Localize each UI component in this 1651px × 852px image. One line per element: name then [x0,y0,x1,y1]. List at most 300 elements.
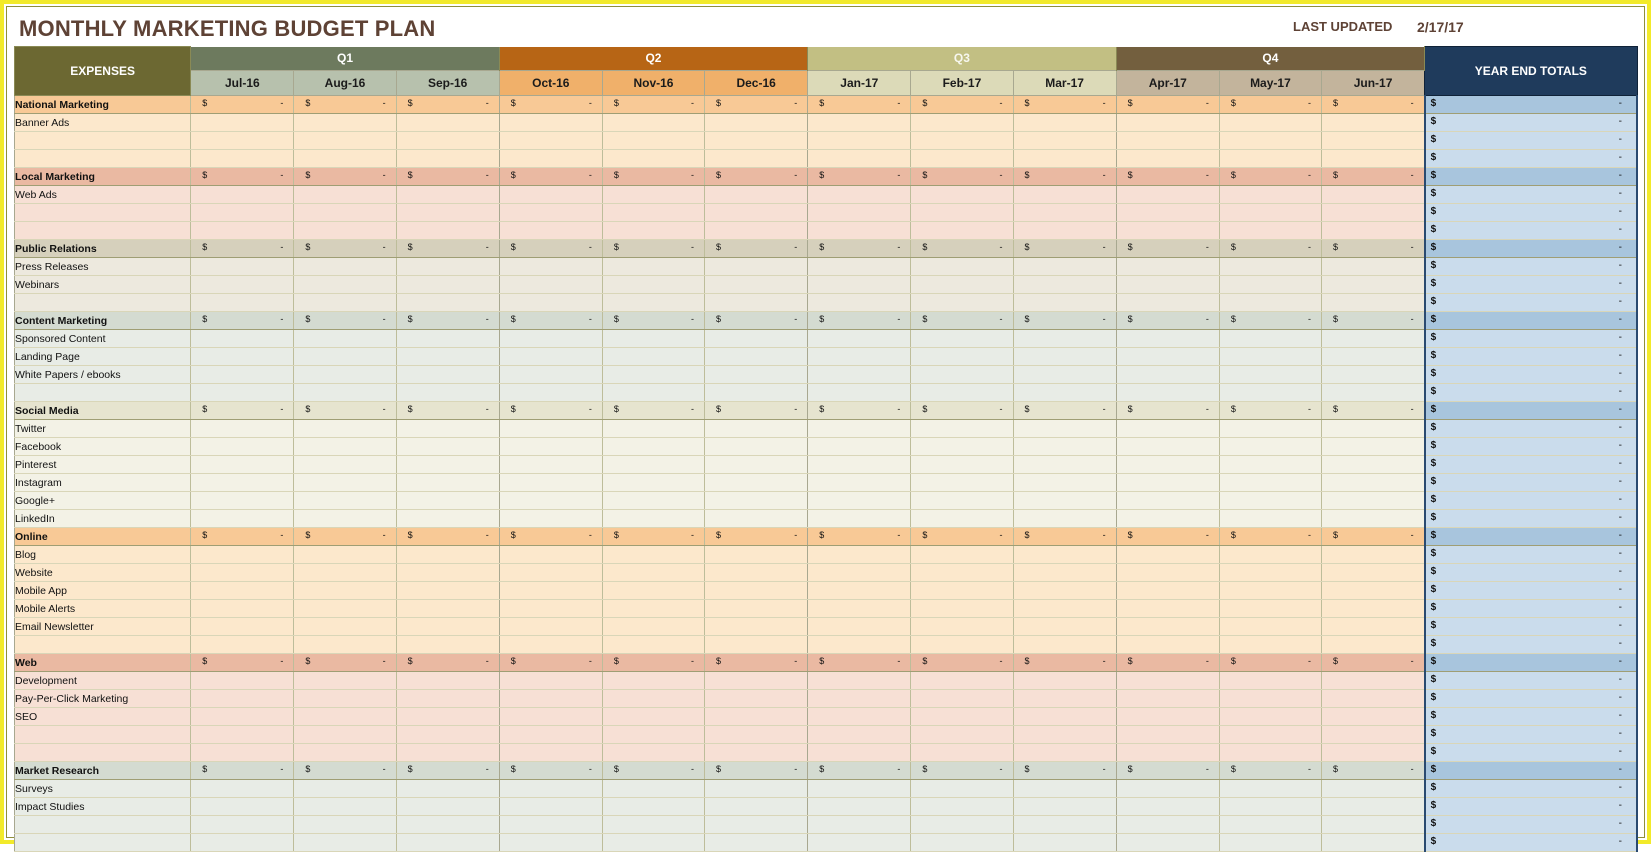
expense-cell[interactable] [1013,708,1116,726]
expense-cell[interactable] [499,438,602,456]
expense-cell[interactable] [911,222,1013,240]
expense-cell[interactable] [294,546,396,564]
expense-cell[interactable] [1321,366,1424,384]
expense-cell[interactable] [808,348,911,366]
expense-cell[interactable] [705,258,808,276]
monthly-total-cell[interactable] [705,96,808,114]
monthly-total-cell[interactable] [705,168,808,186]
monthly-total-cell[interactable] [499,654,602,672]
expense-cell[interactable] [294,582,396,600]
expense-cell[interactable] [1321,492,1424,510]
expense-cell[interactable] [705,492,808,510]
expense-cell[interactable] [1013,330,1116,348]
expense-cell[interactable] [1219,330,1321,348]
year-end-total-cell[interactable] [1425,600,1637,618]
expense-cell[interactable] [602,618,704,636]
expense-cell[interactable] [911,510,1013,528]
expense-cell[interactable] [499,186,602,204]
expense-label[interactable]: Pinterest [15,456,191,474]
expense-cell[interactable] [499,366,602,384]
expense-cell[interactable] [602,222,704,240]
expense-cell[interactable] [191,726,294,744]
monthly-total-cell[interactable] [396,654,499,672]
expense-cell[interactable] [911,780,1013,798]
expense-cell[interactable] [1219,132,1321,150]
expense-cell[interactable] [808,618,911,636]
expense-cell[interactable] [1321,834,1424,852]
expense-cell[interactable] [1219,816,1321,834]
year-end-total-cell[interactable] [1425,474,1637,492]
expense-cell[interactable] [1013,582,1116,600]
expense-cell[interactable] [294,618,396,636]
monthly-total-cell[interactable] [1116,240,1219,258]
monthly-total-cell[interactable] [1013,168,1116,186]
expense-label[interactable]: Mobile Alerts [15,600,191,618]
expense-cell[interactable] [1013,726,1116,744]
expense-cell[interactable] [808,600,911,618]
expense-cell[interactable] [911,618,1013,636]
expense-cell[interactable] [396,780,499,798]
expense-cell[interactable] [191,384,294,402]
expense-cell[interactable] [294,330,396,348]
expenses-header[interactable]: EXPENSES [15,47,191,96]
expense-label[interactable]: Google+ [15,492,191,510]
monthly-total-cell[interactable] [705,312,808,330]
expense-cell[interactable] [396,546,499,564]
month-header-mar-17[interactable]: Mar-17 [1013,71,1116,96]
expense-cell[interactable] [396,636,499,654]
expense-cell[interactable] [1219,708,1321,726]
year-end-total-cell[interactable] [1425,240,1637,258]
expense-cell[interactable] [1116,150,1219,168]
monthly-total-cell[interactable] [1116,762,1219,780]
expense-cell[interactable] [499,600,602,618]
expense-cell[interactable] [705,834,808,852]
quarter-header-q1[interactable]: Q1 [191,47,499,71]
expense-cell[interactable] [1321,204,1424,222]
monthly-total-cell[interactable] [1013,654,1116,672]
expense-label[interactable]: Surveys [15,780,191,798]
expense-cell[interactable] [294,708,396,726]
expense-cell[interactable] [808,456,911,474]
expense-cell[interactable] [294,492,396,510]
expense-cell[interactable] [294,114,396,132]
month-header-nov-16[interactable]: Nov-16 [602,71,704,96]
expense-cell[interactable] [808,474,911,492]
expense-cell[interactable] [1321,330,1424,348]
year-end-total-cell[interactable] [1425,114,1637,132]
monthly-total-cell[interactable] [1116,654,1219,672]
monthly-total-cell[interactable] [1219,312,1321,330]
expense-cell[interactable] [1321,150,1424,168]
monthly-total-cell[interactable] [294,402,396,420]
expense-cell[interactable] [602,582,704,600]
expense-cell[interactable] [294,204,396,222]
expense-cell[interactable] [808,186,911,204]
monthly-total-cell[interactable] [1321,654,1424,672]
monthly-total-cell[interactable] [294,96,396,114]
year-end-total-cell[interactable] [1425,294,1637,312]
expense-cell[interactable] [705,204,808,222]
year-end-total-cell[interactable] [1425,528,1637,546]
expense-cell[interactable] [602,780,704,798]
expense-cell[interactable] [705,186,808,204]
expense-cell[interactable] [191,780,294,798]
expense-cell[interactable] [1219,150,1321,168]
category-label[interactable]: Public Relations [15,240,191,258]
expense-cell[interactable] [1116,618,1219,636]
year-end-total-cell[interactable] [1425,546,1637,564]
expense-cell[interactable] [705,348,808,366]
expense-label[interactable] [15,744,191,762]
expense-label[interactable]: Webinars [15,276,191,294]
expense-cell[interactable] [911,492,1013,510]
monthly-total-cell[interactable] [808,240,911,258]
expense-cell[interactable] [705,708,808,726]
month-header-aug-16[interactable]: Aug-16 [294,71,396,96]
expense-label[interactable] [15,150,191,168]
expense-cell[interactable] [1013,672,1116,690]
expense-cell[interactable] [1116,636,1219,654]
expense-label[interactable]: Email Newsletter [15,618,191,636]
expense-cell[interactable] [705,618,808,636]
expense-cell[interactable] [499,276,602,294]
expense-cell[interactable] [191,258,294,276]
monthly-total-cell[interactable] [396,402,499,420]
expense-cell[interactable] [602,546,704,564]
expense-cell[interactable] [1013,636,1116,654]
expense-label[interactable] [15,384,191,402]
last-updated-value[interactable]: 2/17/17 [1417,19,1464,35]
expense-cell[interactable] [499,636,602,654]
expense-cell[interactable] [191,510,294,528]
expense-label[interactable] [15,294,191,312]
expense-cell[interactable] [1116,420,1219,438]
expense-cell[interactable] [499,330,602,348]
expense-cell[interactable] [705,546,808,564]
monthly-total-cell[interactable] [1321,312,1424,330]
expense-cell[interactable] [705,384,808,402]
expense-cell[interactable] [1219,798,1321,816]
expense-cell[interactable] [1116,600,1219,618]
monthly-total-cell[interactable] [294,168,396,186]
expense-cell[interactable] [602,294,704,312]
monthly-total-cell[interactable] [705,528,808,546]
expense-cell[interactable] [808,582,911,600]
expense-cell[interactable] [1013,438,1116,456]
monthly-total-cell[interactable] [1219,168,1321,186]
expense-cell[interactable] [602,708,704,726]
expense-cell[interactable] [808,294,911,312]
expense-cell[interactable] [911,744,1013,762]
expense-cell[interactable] [911,672,1013,690]
expense-cell[interactable] [396,150,499,168]
monthly-total-cell[interactable] [1219,654,1321,672]
expense-cell[interactable] [1116,186,1219,204]
expense-cell[interactable] [1219,780,1321,798]
expense-cell[interactable] [1219,636,1321,654]
monthly-total-cell[interactable] [499,402,602,420]
monthly-total-cell[interactable] [294,654,396,672]
expense-label[interactable]: Press Releases [15,258,191,276]
expense-cell[interactable] [705,222,808,240]
expense-cell[interactable] [1013,204,1116,222]
expense-cell[interactable] [911,258,1013,276]
monthly-total-cell[interactable] [499,168,602,186]
expense-cell[interactable] [294,150,396,168]
expense-cell[interactable] [191,834,294,852]
expense-cell[interactable] [191,600,294,618]
expense-cell[interactable] [1321,708,1424,726]
expense-cell[interactable] [396,222,499,240]
expense-cell[interactable] [705,276,808,294]
expense-cell[interactable] [294,690,396,708]
expense-cell[interactable] [1219,276,1321,294]
monthly-total-cell[interactable] [705,402,808,420]
expense-cell[interactable] [1321,582,1424,600]
expense-cell[interactable] [499,708,602,726]
expense-cell[interactable] [705,726,808,744]
expense-cell[interactable] [396,564,499,582]
expense-cell[interactable] [191,150,294,168]
expense-cell[interactable] [191,672,294,690]
expense-cell[interactable] [499,798,602,816]
year-end-totals-header[interactable]: YEAR END TOTALS [1425,47,1637,96]
expense-cell[interactable] [1219,438,1321,456]
monthly-total-cell[interactable] [191,96,294,114]
monthly-total-cell[interactable] [191,528,294,546]
expense-cell[interactable] [1219,834,1321,852]
expense-cell[interactable] [191,204,294,222]
expense-cell[interactable] [602,186,704,204]
expense-cell[interactable] [911,330,1013,348]
monthly-total-cell[interactable] [191,312,294,330]
expense-label[interactable]: Mobile App [15,582,191,600]
quarter-header-q2[interactable]: Q2 [499,47,807,71]
monthly-total-cell[interactable] [1116,168,1219,186]
expense-cell[interactable] [1013,816,1116,834]
expense-label[interactable] [15,816,191,834]
expense-cell[interactable] [705,744,808,762]
expense-cell[interactable] [1321,438,1424,456]
expense-cell[interactable] [1013,618,1116,636]
expense-cell[interactable] [1013,114,1116,132]
expense-cell[interactable] [1219,204,1321,222]
expense-cell[interactable] [1116,366,1219,384]
year-end-total-cell[interactable] [1425,798,1637,816]
expense-cell[interactable] [1013,132,1116,150]
expense-cell[interactable] [705,600,808,618]
expense-cell[interactable] [499,384,602,402]
expense-cell[interactable] [396,330,499,348]
expense-cell[interactable] [1013,456,1116,474]
expense-cell[interactable] [705,420,808,438]
expense-cell[interactable] [499,294,602,312]
expense-cell[interactable] [1013,744,1116,762]
expense-cell[interactable] [1321,258,1424,276]
expense-cell[interactable] [1321,348,1424,366]
expense-cell[interactable] [396,420,499,438]
expense-cell[interactable] [191,186,294,204]
year-end-total-cell[interactable] [1425,618,1637,636]
expense-cell[interactable] [705,330,808,348]
expense-cell[interactable] [1116,798,1219,816]
expense-cell[interactable] [911,546,1013,564]
expense-cell[interactable] [1116,672,1219,690]
expense-cell[interactable] [499,726,602,744]
monthly-total-cell[interactable] [499,96,602,114]
expense-cell[interactable] [1321,546,1424,564]
expense-cell[interactable] [1013,510,1116,528]
expense-cell[interactable] [191,294,294,312]
expense-cell[interactable] [1321,726,1424,744]
expense-cell[interactable] [911,636,1013,654]
expense-cell[interactable] [602,816,704,834]
expense-cell[interactable] [499,492,602,510]
expense-cell[interactable] [1321,114,1424,132]
expense-cell[interactable] [911,456,1013,474]
expense-cell[interactable] [705,456,808,474]
expense-cell[interactable] [602,600,704,618]
expense-cell[interactable] [1013,780,1116,798]
year-end-total-cell[interactable] [1425,420,1637,438]
expense-cell[interactable] [1219,492,1321,510]
category-label[interactable]: Social Media [15,402,191,420]
expense-cell[interactable] [499,744,602,762]
monthly-total-cell[interactable] [1321,528,1424,546]
expense-cell[interactable] [191,798,294,816]
expense-cell[interactable] [396,708,499,726]
monthly-total-cell[interactable] [911,240,1013,258]
expense-cell[interactable] [1116,510,1219,528]
expense-cell[interactable] [1321,744,1424,762]
year-end-total-cell[interactable] [1425,744,1637,762]
expense-cell[interactable] [808,204,911,222]
expense-cell[interactable] [1219,384,1321,402]
expense-label[interactable]: SEO [15,708,191,726]
expense-cell[interactable] [294,564,396,582]
expense-cell[interactable] [1013,150,1116,168]
expense-cell[interactable] [602,348,704,366]
expense-cell[interactable] [1219,564,1321,582]
month-header-sep-16[interactable]: Sep-16 [396,71,499,96]
expense-cell[interactable] [294,420,396,438]
expense-cell[interactable] [1116,546,1219,564]
month-header-jul-16[interactable]: Jul-16 [191,71,294,96]
expense-cell[interactable] [808,150,911,168]
expense-cell[interactable] [911,690,1013,708]
monthly-total-cell[interactable] [911,402,1013,420]
expense-cell[interactable] [191,132,294,150]
monthly-total-cell[interactable] [1013,762,1116,780]
expense-cell[interactable] [1116,258,1219,276]
expense-cell[interactable] [191,618,294,636]
monthly-total-cell[interactable] [911,96,1013,114]
expense-cell[interactable] [705,510,808,528]
expense-cell[interactable] [1219,258,1321,276]
expense-cell[interactable] [396,294,499,312]
monthly-total-cell[interactable] [396,240,499,258]
expense-cell[interactable] [191,690,294,708]
expense-cell[interactable] [808,546,911,564]
expense-cell[interactable] [602,132,704,150]
monthly-total-cell[interactable] [602,240,704,258]
expense-cell[interactable] [396,744,499,762]
expense-cell[interactable] [294,780,396,798]
expense-cell[interactable] [191,438,294,456]
expense-cell[interactable] [396,798,499,816]
expense-cell[interactable] [1116,384,1219,402]
month-header-apr-17[interactable]: Apr-17 [1116,71,1219,96]
year-end-total-cell[interactable] [1425,564,1637,582]
monthly-total-cell[interactable] [808,312,911,330]
expense-cell[interactable] [1219,474,1321,492]
expense-cell[interactable] [911,366,1013,384]
monthly-total-cell[interactable] [1013,96,1116,114]
expense-cell[interactable] [705,798,808,816]
expense-cell[interactable] [1219,744,1321,762]
expense-cell[interactable] [396,114,499,132]
year-end-total-cell[interactable] [1425,672,1637,690]
expense-cell[interactable] [808,132,911,150]
expense-cell[interactable] [191,708,294,726]
expense-cell[interactable] [1116,780,1219,798]
expense-cell[interactable] [191,276,294,294]
expense-cell[interactable] [396,204,499,222]
expense-cell[interactable] [1321,186,1424,204]
expense-cell[interactable] [191,636,294,654]
expense-cell[interactable] [705,150,808,168]
monthly-total-cell[interactable] [911,168,1013,186]
monthly-total-cell[interactable] [602,762,704,780]
expense-cell[interactable] [808,276,911,294]
expense-cell[interactable] [294,510,396,528]
expense-cell[interactable] [808,780,911,798]
expense-cell[interactable] [808,834,911,852]
monthly-total-cell[interactable] [1116,402,1219,420]
expense-cell[interactable] [396,276,499,294]
monthly-total-cell[interactable] [396,312,499,330]
expense-cell[interactable] [808,510,911,528]
expense-cell[interactable] [499,204,602,222]
expense-label[interactable] [15,726,191,744]
expense-cell[interactable] [1013,564,1116,582]
expense-cell[interactable] [191,366,294,384]
expense-cell[interactable] [602,798,704,816]
expense-cell[interactable] [1321,780,1424,798]
monthly-total-cell[interactable] [911,762,1013,780]
expense-cell[interactable] [396,438,499,456]
expense-cell[interactable] [1116,294,1219,312]
expense-cell[interactable] [1321,474,1424,492]
year-end-total-cell[interactable] [1425,780,1637,798]
expense-cell[interactable] [396,384,499,402]
expense-cell[interactable] [911,438,1013,456]
monthly-total-cell[interactable] [1219,96,1321,114]
expense-cell[interactable] [1321,600,1424,618]
monthly-total-cell[interactable] [499,312,602,330]
expense-label[interactable]: Pay-Per-Click Marketing [15,690,191,708]
expense-cell[interactable] [1013,600,1116,618]
expense-cell[interactable] [1219,582,1321,600]
expense-cell[interactable] [1013,690,1116,708]
monthly-total-cell[interactable] [191,168,294,186]
expense-cell[interactable] [705,636,808,654]
expense-label[interactable]: Landing Page [15,348,191,366]
expense-cell[interactable] [911,114,1013,132]
expense-cell[interactable] [1321,798,1424,816]
expense-cell[interactable] [1219,366,1321,384]
